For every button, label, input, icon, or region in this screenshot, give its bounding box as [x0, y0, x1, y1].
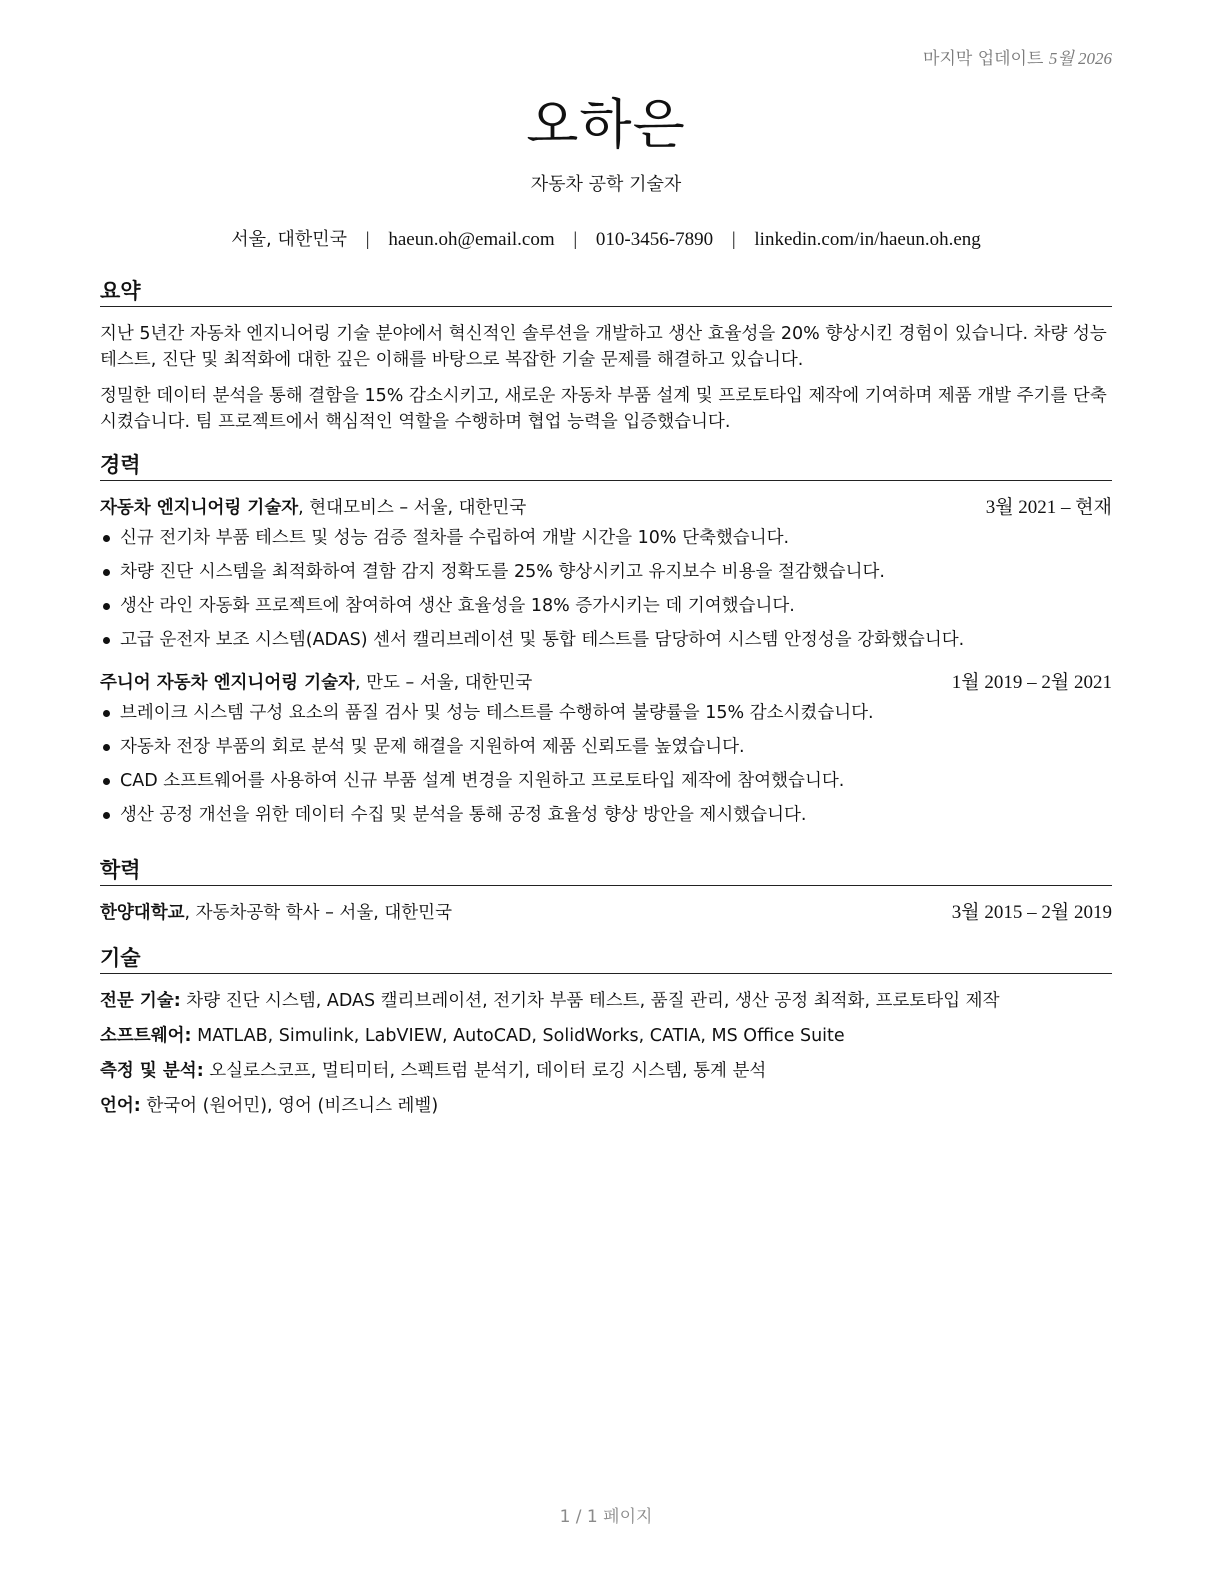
- skill-value: 오실로스코프, 멀티미터, 스펙트럼 분석기, 데이터 로깅 시스템, 통계 분석: [203, 1061, 767, 1081]
- job-dates: 3월 2021 – 현재: [985, 497, 1112, 518]
- list-item: 고급 운전자 보조 시스템(ADAS) 센서 캘리브레이션 및 통합 테스트를 담당하여 시스템 안정성을 강화했습니다.: [100, 623, 1112, 657]
- job-title-line: [100, 670, 532, 696]
- summary-section: [100, 278, 1112, 435]
- job-header: [100, 495, 1112, 521]
- job-title: 주니어 자동차 엔지니어링 기술자: [100, 673, 355, 693]
- contact-line: [100, 225, 1112, 251]
- skills-heading: 기술: [100, 945, 1112, 974]
- education-section: [100, 857, 1112, 926]
- skill-label: 언어:: [100, 1096, 141, 1116]
- job-header: [100, 670, 1112, 696]
- job-dates: 1월 2019 – 2월 2021: [951, 672, 1112, 693]
- skill-label: 측정 및 분석:: [100, 1061, 204, 1081]
- contact-linkedin[interactable]: linkedin.com/in/haeun.oh.eng: [754, 229, 981, 250]
- last-updated: [923, 44, 1112, 69]
- contact-separator: |: [731, 229, 736, 250]
- page-number: 1 / 1 페이지: [559, 1507, 653, 1527]
- list-item: 자동차 전장 부품의 회로 분석 및 문제 해결을 지원하여 제품 신뢰도를 높였습니다.: [100, 730, 1112, 764]
- skill-label: 소프트웨어:: [100, 1026, 192, 1046]
- education-heading: 학력: [100, 857, 1112, 886]
- job-title-line: [100, 495, 526, 521]
- job-org: , 만도 – 서울, 대한민국: [354, 673, 533, 693]
- list-item: 차량 진단 시스템을 최적화하여 결함 감지 정확도를 25% 향상시키고 유지보수 비용을 절감했습니다.: [100, 555, 1112, 589]
- contact-email[interactable]: haeun.oh@email.com: [388, 229, 555, 250]
- degree-detail: , 자동차공학 학사 – 서울, 대한민국: [184, 903, 452, 923]
- job-entry: [100, 495, 1112, 657]
- last-updated-label: 마지막 업데이트: [923, 49, 1044, 69]
- experience-section: [100, 452, 1112, 832]
- skill-value: 차량 진단 시스템, ADAS 캘리브레이션, 전기차 부품 테스트, 품질 관리, 생산 공정 최적화, 프로토타입 제작: [180, 991, 1000, 1011]
- list-item: CAD 소프트웨어를 사용하여 신규 부품 설계 변경을 지원하고 프로토타입 제작에 참여했습니다.: [100, 764, 1112, 798]
- education-line: [100, 900, 452, 926]
- contact-separator: |: [365, 229, 370, 250]
- candidate-title: 자동차 공학 기술자: [530, 174, 682, 195]
- list-item: 신규 전기차 부품 테스트 및 성능 검증 절차를 수립하여 개발 시간을 10% 단축했습니다.: [100, 521, 1112, 555]
- contact-location: 서울, 대한민국: [231, 229, 348, 250]
- last-updated-date: 5월 2026: [1048, 49, 1112, 68]
- skill-row: [100, 1054, 1112, 1089]
- summary-paragraph: 정밀한 데이터 분석을 통해 결함을 15% 감소시키고, 새로운 자동차 부품 설계 및 프로토타입 제작에 기여하며 제품 개발 주기를 단축시켰습니다. 팀 프로젝트에서 핵심적인 역할을 수행하며 협업 능력을 입증했습니다.: [100, 386, 1107, 432]
- list-item: 생산 공정 개선을 위한 데이터 수집 및 분석을 통해 공정 효율성 향상 방안을 제시했습니다.: [100, 798, 1112, 832]
- skills-section: [100, 945, 1112, 1124]
- list-item: 브레이크 시스템 구성 요소의 품질 검사 및 성능 테스트를 수행하여 불량률을 15% 감소시켰습니다.: [100, 696, 1112, 730]
- skill-row: [100, 1089, 1112, 1124]
- job-title: 자동차 엔지니어링 기술자: [100, 498, 299, 518]
- list-item: 생산 라인 자동화 프로젝트에 참여하여 생산 효율성을 18% 증가시키는 데 기여했습니다.: [100, 589, 1112, 623]
- summary-paragraph: 지난 5년간 자동차 엔지니어링 기술 분야에서 혁신적인 솔루션을 개발하고 생산 효율성을 20% 향상시킨 경험이 있습니다. 차량 성능 테스트, 진단 및 최적화에 대한 깊은 이해를 바탕으로 복잡한 기술 문제를 해결하고 있습니다.: [100, 324, 1107, 370]
- skill-row: [100, 1019, 1112, 1054]
- education-dates: 3월 2015 – 2월 2019: [951, 902, 1112, 923]
- summary-heading: 요약: [100, 278, 1112, 307]
- skill-value: MATLAB, Simulink, LabVIEW, AutoCAD, SolidWorks, CATIA, MS Office Suite: [191, 1026, 845, 1046]
- job-bullets: [100, 696, 1112, 832]
- education-entry: [100, 900, 1112, 926]
- skill-value: 한국어 (원어민), 영어 (비즈니스 레벨): [140, 1096, 439, 1116]
- job-entry: [100, 670, 1112, 832]
- resume-page: [100, 0, 1112, 1584]
- contact-phone[interactable]: 010-3456-7890: [595, 229, 714, 250]
- school-name: 한양대학교: [100, 903, 185, 923]
- skill-label: 전문 기술:: [100, 991, 181, 1011]
- job-org: , 현대모비스 – 서울, 대한민국: [298, 498, 527, 518]
- contact-separator: |: [573, 229, 578, 250]
- job-bullets: [100, 521, 1112, 657]
- candidate-name: 오하은: [526, 93, 686, 156]
- skill-row: [100, 984, 1112, 1019]
- experience-heading: 경력: [100, 452, 1112, 481]
- skills-list: [100, 984, 1112, 1124]
